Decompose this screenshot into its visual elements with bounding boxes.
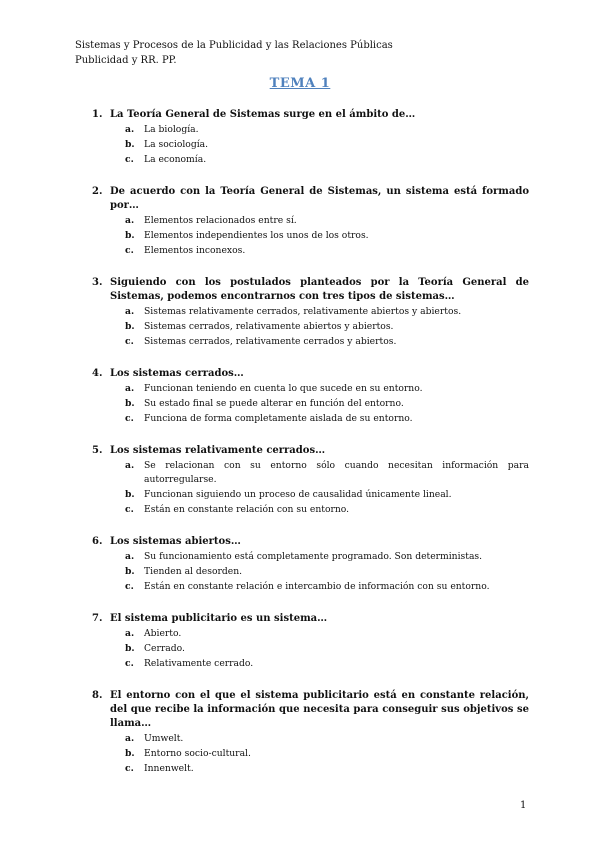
question-row	[92, 689, 529, 731]
option-text: Se relacionan con su entorno sólo cuando necesitan información para autorregularse.	[144, 460, 529, 485]
question-row	[92, 535, 529, 549]
option-letter: a.	[125, 551, 135, 562]
answer-option	[92, 565, 529, 579]
option-text: Relativamente cerrado.	[144, 658, 254, 669]
option-letter: b.	[125, 398, 135, 409]
option-letter: b.	[125, 230, 135, 241]
option-text: Funcionan siguiendo un proceso de causalidad únicamente lineal.	[144, 489, 452, 500]
answer-option	[92, 550, 529, 564]
option-text: Innenwelt.	[144, 763, 194, 774]
answer-option	[92, 229, 529, 243]
option-letter: c.	[125, 413, 134, 424]
answer-option	[92, 642, 529, 656]
option-text: Cerrado.	[144, 643, 185, 654]
option-text: Abierto.	[144, 628, 182, 639]
option-text: Su funcionamiento está completamente programado. Son deterministas.	[144, 551, 483, 562]
question-row	[92, 276, 529, 304]
option-letter: c.	[125, 154, 134, 165]
question-row	[92, 108, 529, 122]
question-item	[92, 535, 529, 594]
option-letter: a.	[125, 306, 135, 317]
question-text: El sistema publicitario es un sistema…	[110, 613, 328, 624]
answer-option	[92, 305, 529, 319]
option-text: Están en constante relación con su entorno.	[144, 504, 350, 515]
option-text: Funciona de forma completamente aislada de su entorno.	[144, 413, 413, 424]
question-text: Los sistemas abiertos…	[110, 536, 241, 547]
question-text: De acuerdo con la Teoría General de Sistemas, un sistema está formado por…	[110, 186, 529, 211]
question-number: 1.	[92, 109, 103, 120]
question-list	[92, 108, 529, 794]
answer-option	[92, 138, 529, 152]
answer-option	[92, 214, 529, 228]
option-letter: b.	[125, 489, 135, 500]
answer-option	[92, 762, 529, 776]
option-letter: a.	[125, 215, 135, 226]
answer-option	[92, 335, 529, 349]
option-letter: b.	[125, 643, 135, 654]
option-text: La economía.	[144, 154, 207, 165]
question-item	[92, 108, 529, 167]
question-number: 7.	[92, 613, 103, 624]
question-number: 6.	[92, 536, 103, 547]
header-course-title: Sistemas y Procesos de la Publicidad y las Relaciones Públicas	[75, 40, 393, 51]
question-text: El entorno con el que el sistema publicitario está en constante relación, del que recibe la información que necesita para conseguir sus objetivos se llama…	[110, 690, 529, 729]
option-letter: b.	[125, 566, 135, 577]
answer-option	[92, 412, 529, 426]
answer-option	[92, 580, 529, 594]
option-text: Entorno socio-cultural.	[144, 748, 251, 759]
answer-option	[92, 488, 529, 502]
option-letter: b.	[125, 748, 135, 759]
answer-option	[92, 382, 529, 396]
page-number: 1	[520, 800, 527, 811]
option-letter: a.	[125, 124, 135, 135]
option-text: Funcionan teniendo en cuenta lo que sucede en su entorno.	[144, 383, 423, 394]
answer-option	[92, 747, 529, 761]
answer-option	[92, 153, 529, 167]
option-letter: c.	[125, 763, 134, 774]
option-letter: a.	[125, 383, 135, 394]
question-text: Siguiendo con los postulados planteados por la Teoría General de Sistemas, podemos encontrarnos con tres tipos de sistemas…	[110, 277, 529, 302]
question-text: La Teoría General de Sistemas surge en el ámbito de…	[110, 109, 416, 120]
question-text: Los sistemas cerrados…	[110, 368, 244, 379]
option-text: Sistemas cerrados, relativamente cerrados y abiertos.	[144, 336, 397, 347]
question-number: 4.	[92, 368, 103, 379]
answer-option	[92, 244, 529, 258]
option-text: La sociología.	[144, 139, 209, 150]
answer-option	[92, 123, 529, 137]
option-letter: b.	[125, 321, 135, 332]
question-row	[92, 612, 529, 626]
question-row	[92, 367, 529, 381]
option-text: Sistemas cerrados, relativamente abiertos y abiertos.	[144, 321, 394, 332]
question-item	[92, 444, 529, 517]
question-number: 3.	[92, 277, 103, 288]
answer-option	[92, 627, 529, 641]
question-number: 2.	[92, 186, 103, 197]
question-text: Los sistemas relativamente cerrados…	[110, 445, 326, 456]
question-item	[92, 185, 529, 258]
answer-option	[92, 657, 529, 671]
answer-option	[92, 732, 529, 746]
question-item	[92, 612, 529, 671]
question-item	[92, 689, 529, 776]
option-letter: a.	[125, 460, 135, 471]
question-number: 5.	[92, 445, 103, 456]
option-text: La biología.	[144, 124, 199, 135]
question-number: 8.	[92, 690, 103, 701]
option-letter: c.	[125, 245, 134, 256]
option-text: Sistemas relativamente cerrados, relativamente abiertos y abiertos.	[144, 306, 462, 317]
option-letter: c.	[125, 504, 134, 515]
option-text: Elementos inconexos.	[144, 245, 246, 256]
option-text: Elementos relacionados entre sí.	[144, 215, 297, 226]
question-item	[92, 367, 529, 426]
option-letter: a.	[125, 733, 135, 744]
option-letter: c.	[125, 658, 134, 669]
option-letter: c.	[125, 581, 134, 592]
document-header	[75, 38, 393, 68]
question-row	[92, 444, 529, 458]
option-text: Su estado final se puede alterar en función del entorno.	[144, 398, 404, 409]
option-text: Elementos independientes los unos de los otros.	[144, 230, 369, 241]
header-subject: Publicidad y RR. PP.	[75, 55, 177, 66]
question-item	[92, 276, 529, 349]
question-row	[92, 185, 529, 213]
answer-option	[92, 397, 529, 411]
option-letter: c.	[125, 336, 134, 347]
option-text: Tienden al desorden.	[144, 566, 243, 577]
page-title: TEMA 1	[269, 76, 331, 91]
option-letter: a.	[125, 628, 135, 639]
answer-option	[92, 459, 529, 487]
answer-option	[92, 320, 529, 334]
answer-option	[92, 503, 529, 517]
option-text: Umwelt.	[144, 733, 184, 744]
option-text: Están en constante relación e intercambio de información con su entorno.	[144, 581, 490, 592]
option-letter: b.	[125, 139, 135, 150]
